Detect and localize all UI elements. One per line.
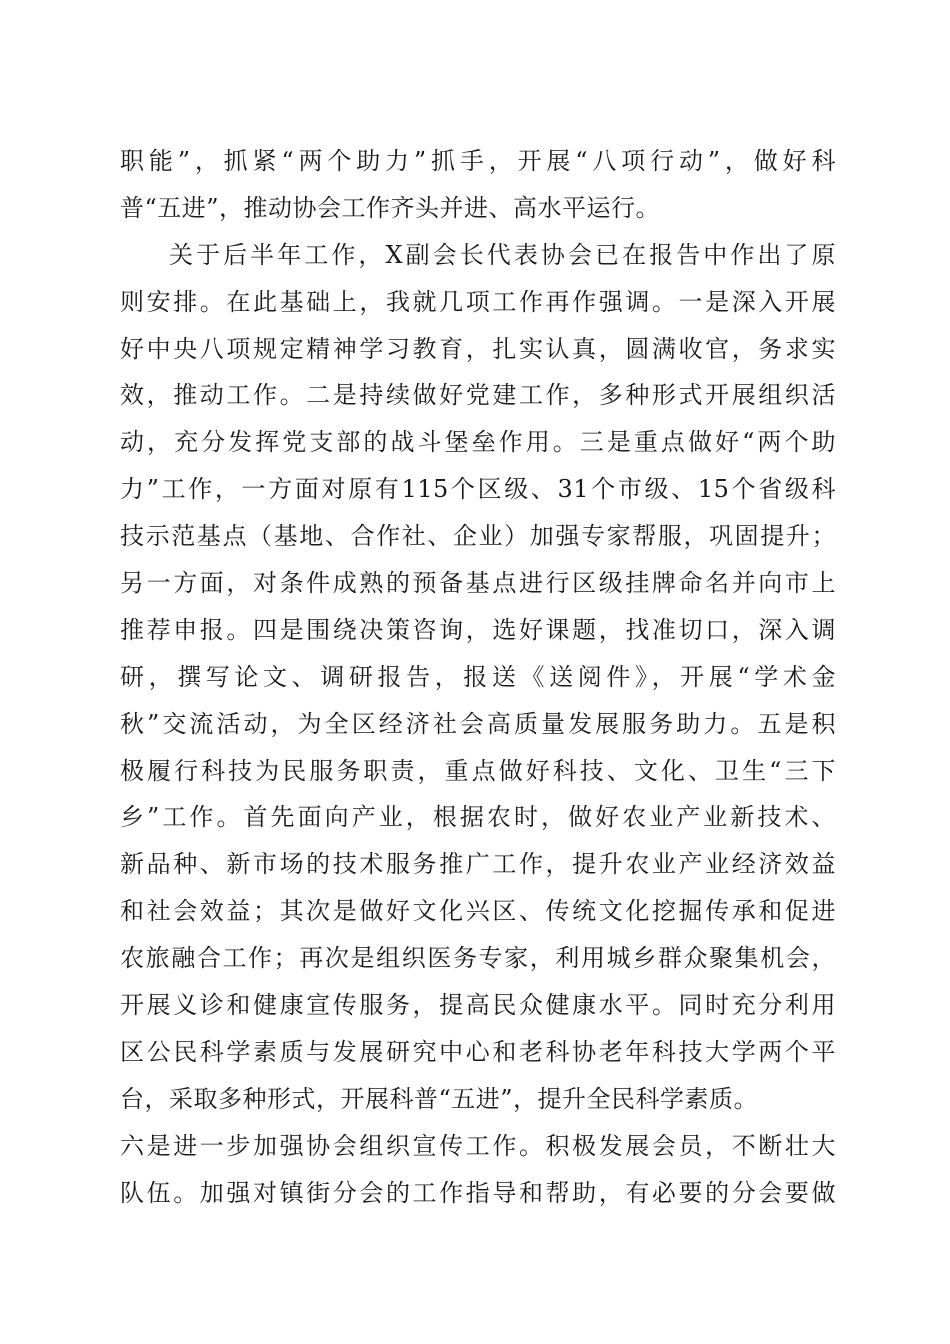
text-line: 普“五进”，推动协会工作齐头并进、高水平运行。	[120, 193, 661, 222]
text-line: 关于后半年工作，X副会长代表协会已在报告中作出了原	[169, 240, 836, 269]
text-line: 好中央八项规定精神学习教育，扎实认真，圆满收官，务求实	[120, 334, 836, 363]
text-line: 动，充分发挥党支部的战斗堡垒作用。三是重点做好“两个助	[120, 428, 836, 457]
text-line: 区公民科学素质与发展研究中心和老科协老年科技大学两个平	[120, 1037, 836, 1066]
paragraph-2	[120, 232, 836, 1217]
text-line: 乡”工作。首先面向产业，根据农时，做好农业产业新技术、	[120, 803, 836, 832]
text-line: 极履行科技为民服务职责，重点做好科技、文化、卫生“三下	[120, 756, 836, 785]
text-line: 则安排。在此基础上，我就几项工作再作强调。一是深入开展	[120, 287, 836, 316]
text-line: 农旅融合工作；再次是组织医务专家，利用城乡群众聚集机会，	[120, 944, 836, 973]
text-line: 开展义诊和健康宣传服务，提高民众健康水平。同时充分利用	[120, 991, 836, 1020]
text-line: 职能”，抓紧“两个助力”抓手，开展“八项行动”，做好科	[120, 147, 836, 175]
text-line: 研，撰写论文、调研报告，报送《送阅件》，开展“学术金	[120, 662, 836, 691]
text-line: 新品种、新市场的技术服务推广工作，提升农业产业经济效益	[120, 850, 836, 879]
document-body	[120, 138, 836, 1216]
text-line: 技示范基点（基地、合作社、企业）加强专家帮服，巩固提升；	[120, 522, 836, 551]
text-line: 和社会效益；其次是做好文化兴区、传统文化挖掘传承和促进	[120, 897, 836, 926]
text-line: 力”工作，一方面对原有115个区级、31个市级、15个省级科	[120, 475, 836, 504]
text-line: 六是进一步加强协会组织宣传工作。积极发展会员，不断壮大	[120, 1131, 836, 1160]
text-line: 另一方面，对条件成熟的预备基点进行区级挂牌命名并向市上	[120, 569, 836, 598]
text-line: 队伍。加强对镇街分会的工作指导和帮助，有必要的分会要做	[120, 1178, 836, 1207]
paragraph-1	[120, 138, 836, 232]
text-line: 秋”交流活动，为全区经济社会高质量发展服务助力。五是积	[120, 709, 836, 738]
text-line: 台，采取多种形式，开展科普“五进”，提升全民科学素质。	[120, 1084, 759, 1113]
text-line: 效，推动工作。二是持续做好党建工作，多种形式开展组织活	[120, 381, 836, 410]
text-line: 推荐申报。四是围绕决策咨询，选好课题，找准切口，深入调	[120, 615, 836, 644]
